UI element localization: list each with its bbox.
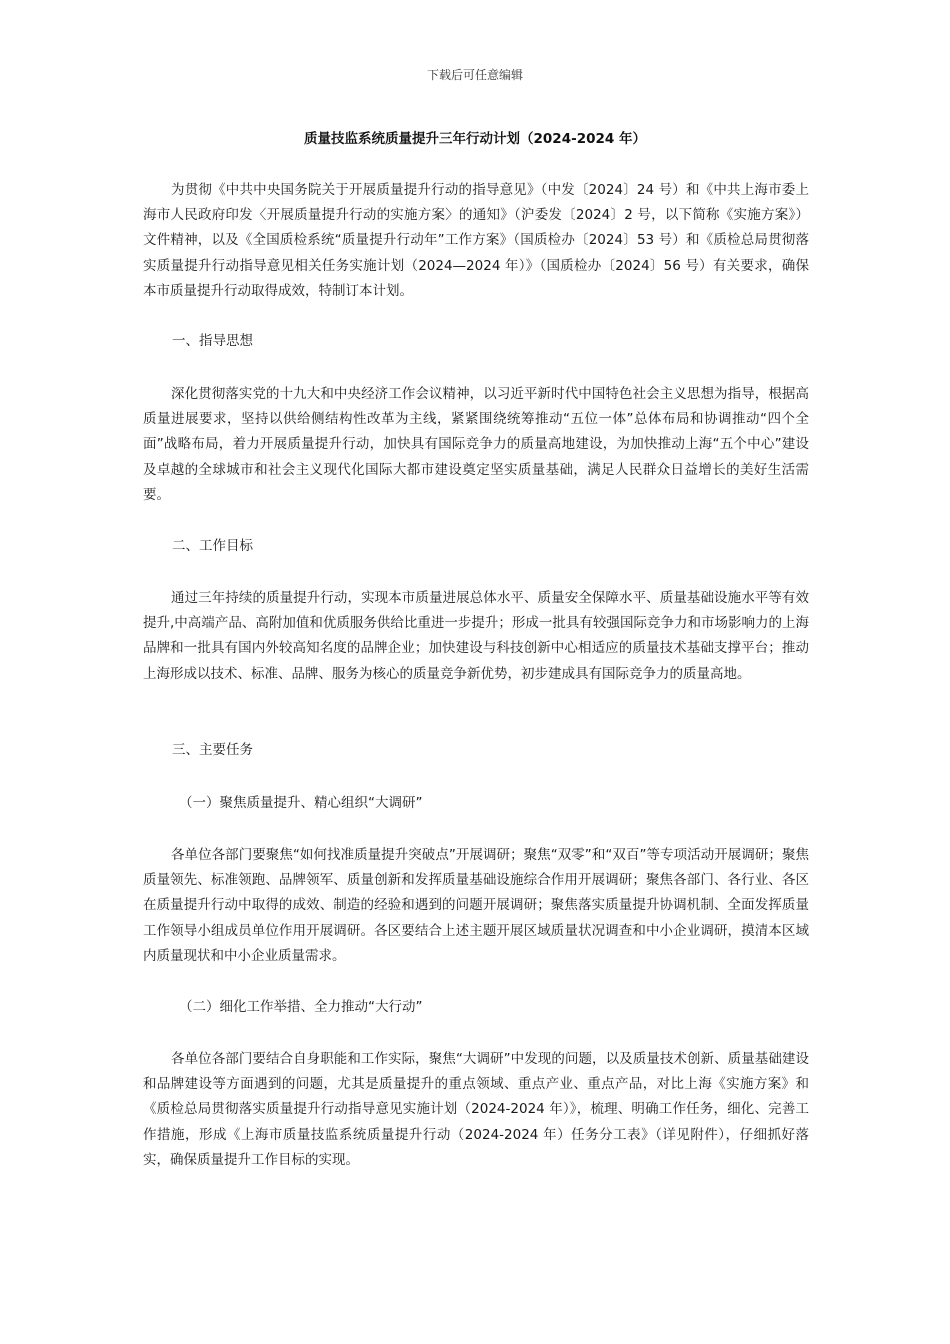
subsection1-heading-block	[143, 791, 809, 816]
intro-paragraph: 为贯彻《中共中央国务院关于开展质量提升行动的指导意见》（中发〔2024〕24 号）和《中共上海市委上海市人民政府印发〈开展质量提升行动的实施方案〉的通知》（沪委发〔2024〕2 号，以下简称《实施方案》）文件精神，以及《全国质检系统“质量提升行动年”工作方案》（国质检办〔2024〕53 号）和《质检总局贯彻落实质量提升行动指导意见相关任务实施计划（2024—2024 年）》（国质检办〔2024〕56 号）有关要求，确保本市质量提升行动取得成效，特制订本计划。	[143, 182, 809, 299]
section2-heading: 二、工作目标	[172, 538, 253, 554]
section1-heading: 一、指导思想	[172, 333, 253, 349]
section3-heading: 三、主要任务	[172, 742, 253, 758]
document-title: 质量技监系统质量提升三年行动计划（2024-2024 年）	[304, 131, 646, 147]
section1-heading-block	[143, 329, 809, 354]
section1-body-block	[143, 382, 809, 508]
subsection2-heading-block	[143, 995, 809, 1020]
subsection1-paragraph: 各单位各部门要聚焦“如何找准质量提升突破点”开展调研；聚焦“双零”和“双百”等专项活动开展调研；聚焦质量领先、标准领跑、品牌领军、质量创新和发挥质量基础设施综合作用开展调研；聚焦各部门、各行业、各区在质量提升行动中取得的成效、制造的经验和遇到的问题开展调研；聚焦落实质量提升协调机制、全面发挥质量工作领导小组成员单位作用开展调研。各区要结合上述主题开展区域质量状况调查和中小企业调研，摸清本区域内质量现状和中小企业质量需求。	[143, 847, 809, 964]
section2-body-block	[143, 586, 809, 687]
subsection1-heading: （一）聚焦质量提升、精心组织“大调研”	[179, 795, 423, 811]
subsection1-body-block	[143, 843, 809, 969]
subsection2-heading: （二）细化工作举措、全力推动“大行动”	[179, 999, 423, 1015]
subsection2-paragraph: 各单位各部门要结合自身职能和工作实际，聚焦“大调研”中发现的问题，以及质量技术创新、质量基础建设和品牌建设等方面遇到的问题，尤其是质量提升的重点领域、重点产业、重点产品，对比上海《实施方案》和《质检总局贯彻落实质量提升行动指导意见实施计划（2024-2024 年）》，梳理、明确工作任务，细化、完善工作措施，形成《上海市质量技监系统质量提升行动（2024-2024 年）任务分工表》（详见附件），仔细抓好落实，确保质量提升工作目标的实现。	[143, 1051, 809, 1168]
section1-paragraph: 深化贯彻落实党的十九大和中央经济工作会议精神，以习近平新时代中国特色社会主义思想为指导，根据高质量进展要求，坚持以供给侧结构性改革为主线，紧紧围绕统筹推动“五位一体”总体布局和协调推动“四个全面”战略布局，着力开展质量提升行动，加快具有国际竞争力的质量高地建设，为加快推动上海“五个中心”建设及卓越的全球城市和社会主义现代化国际大都市建设奠定坚实质量基础，满足人民群众日益增长的美好生活需要。	[143, 386, 809, 503]
section2-heading-block	[143, 534, 809, 559]
intro-section	[143, 178, 809, 304]
section2-paragraph: 通过三年持续的质量提升行动，实现本市质量进展总体水平、质量安全保障水平、质量基础设施水平等有效提升,中高端产品、高附加值和优质服务供给比重进一步提升；形成一批具有较强国际竞争力和市场影响力的上海品牌和一批具有国内外较高知名度的品牌企业；加快建设与科技创新中心相适应的质量技术基础支撑平台；推动上海形成以技术、标准、品牌、服务为核心的质量竞争新优势，初步建成具有国际竞争力的质量高地。	[143, 590, 809, 682]
subsection2-body-block	[143, 1047, 809, 1173]
header-note: 下载后可任意编辑	[426, 68, 523, 82]
section3-heading-block	[143, 738, 809, 763]
